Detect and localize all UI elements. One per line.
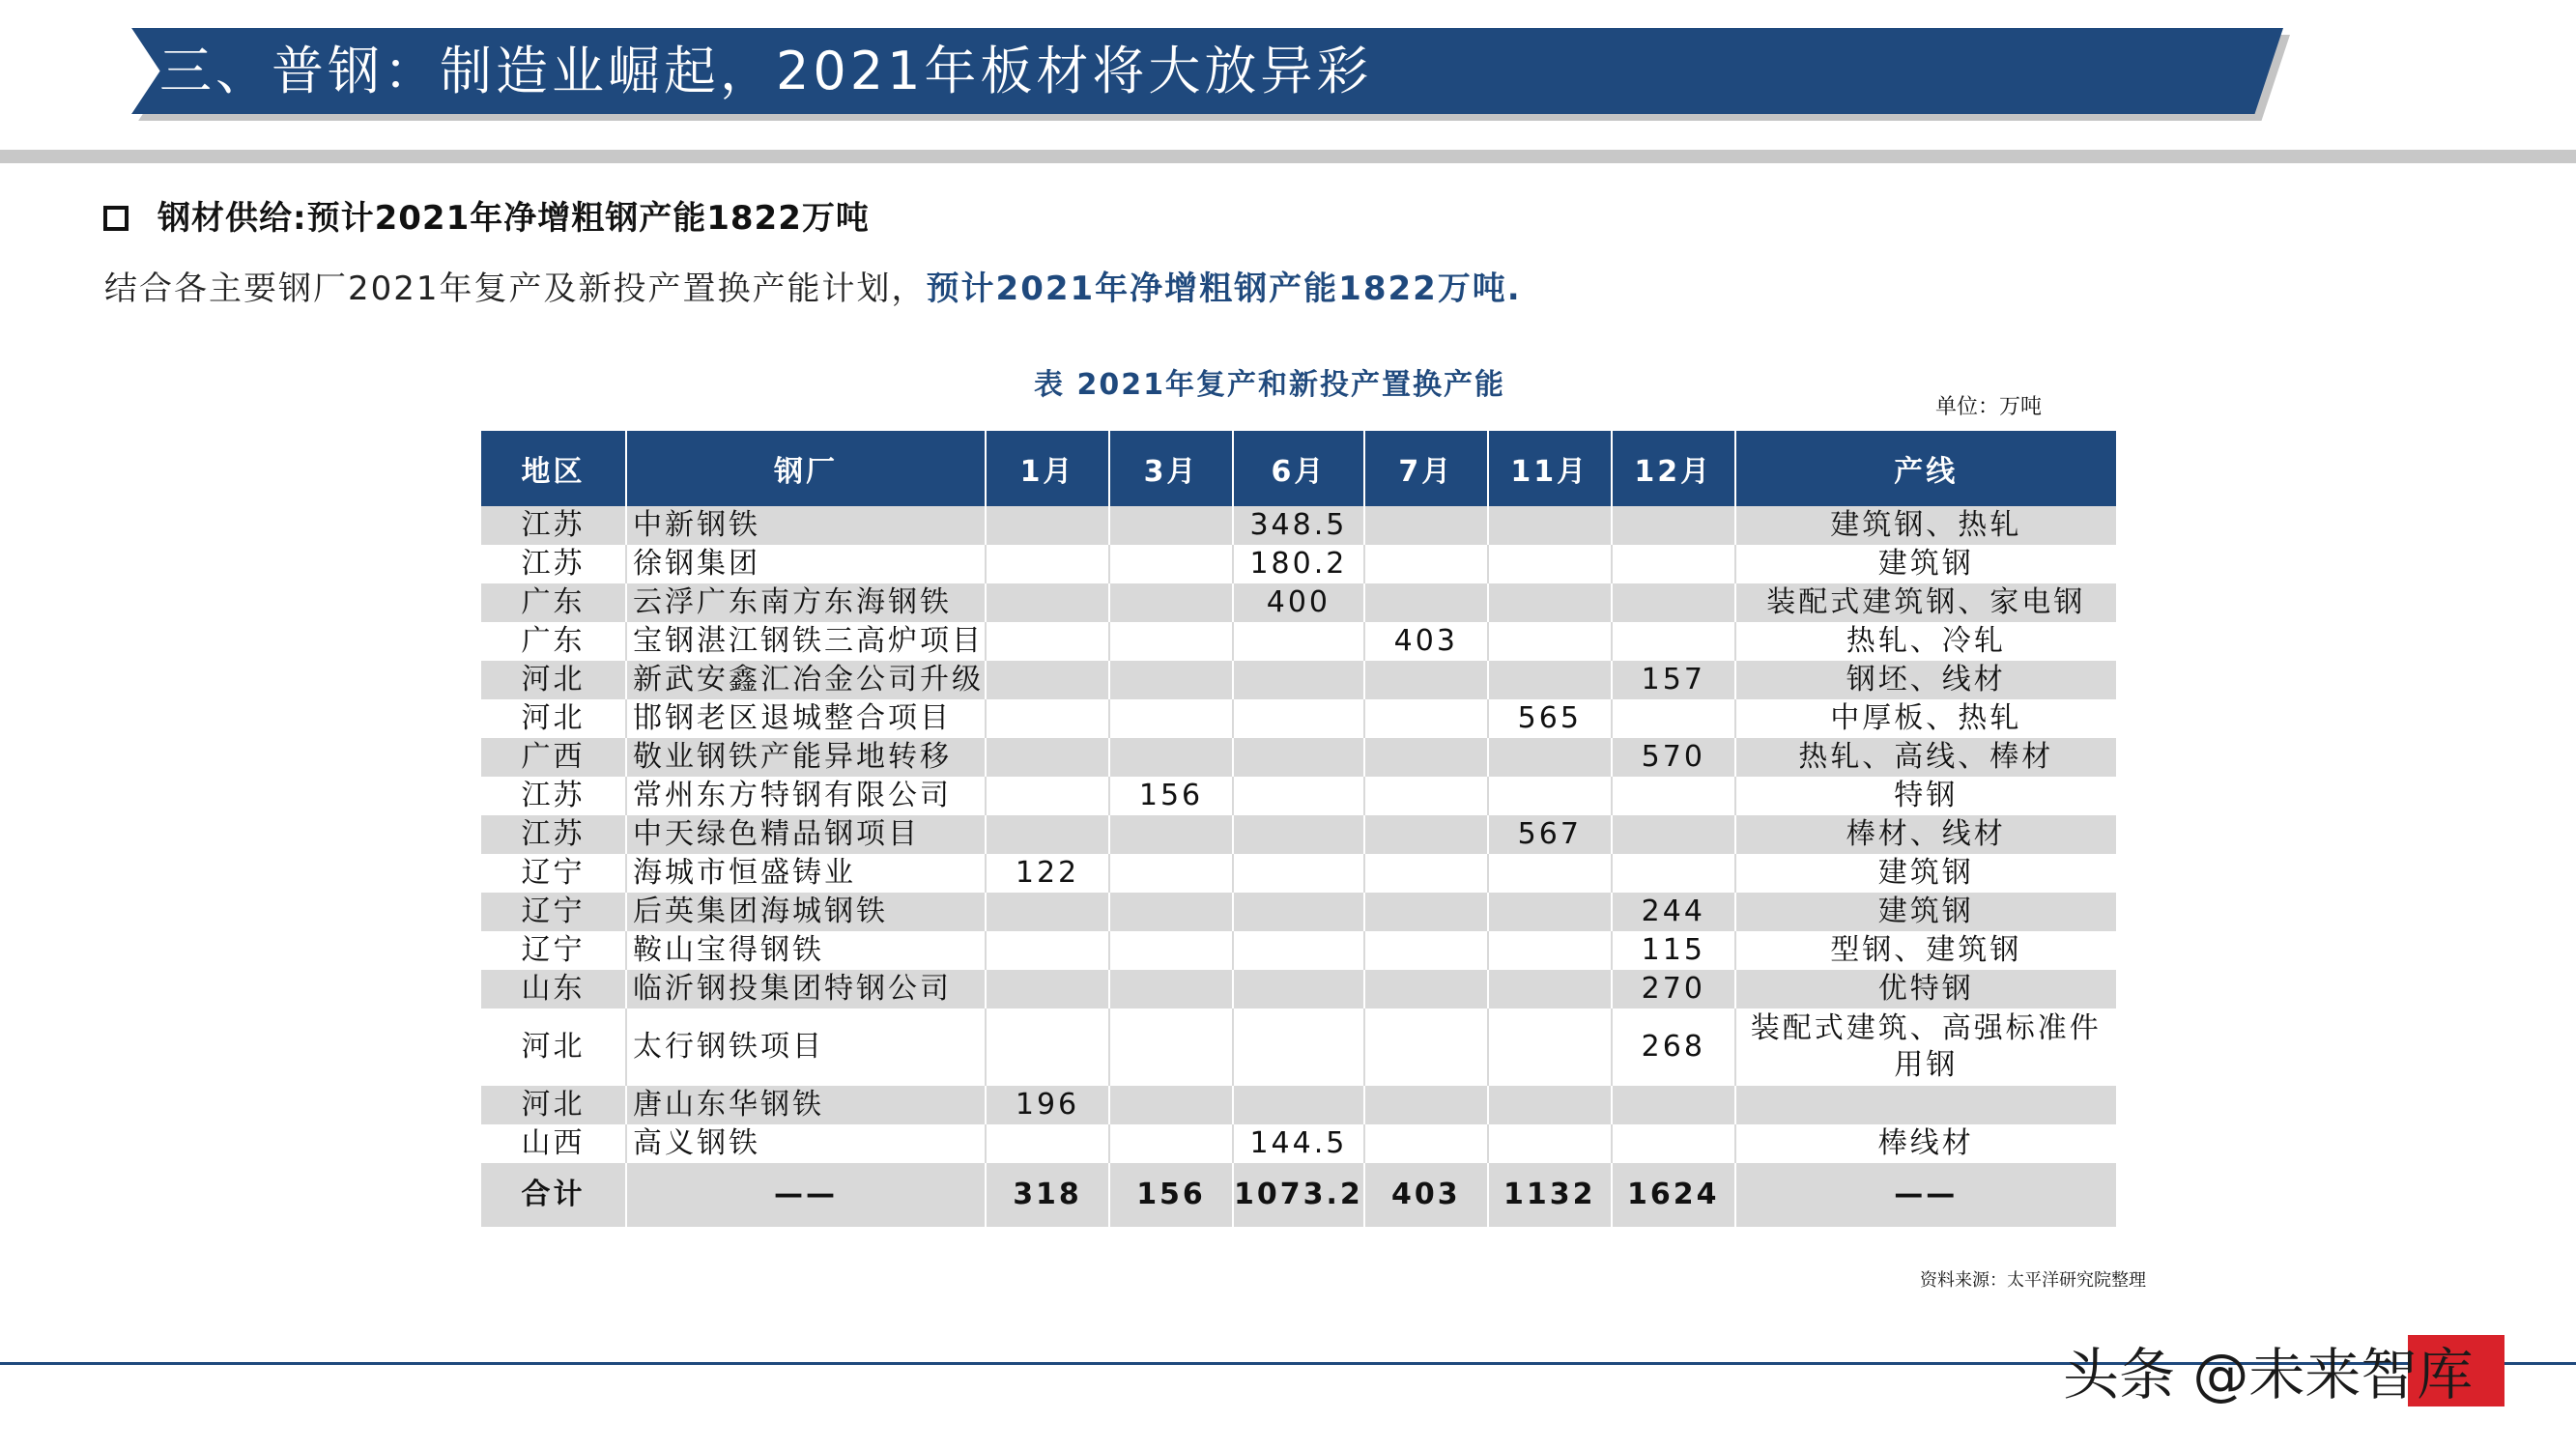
cell-jul — [1364, 583, 1488, 622]
cell-dec: 570 — [1612, 738, 1735, 777]
cell-nov — [1488, 661, 1612, 699]
cell-dec — [1612, 1086, 1735, 1124]
cell-mar — [1109, 1124, 1233, 1163]
cell-region: 山东 — [481, 970, 626, 1009]
cell-jun — [1233, 738, 1364, 777]
table-row — [481, 622, 2116, 661]
col-header-jun: 6月 — [1233, 431, 1364, 506]
cell-dec — [1612, 545, 1735, 583]
cell-plant: 徐钢集团 — [626, 545, 986, 583]
col-header-jul: 7月 — [1364, 431, 1488, 506]
cell-nov — [1488, 854, 1612, 893]
cell-jan — [986, 1009, 1109, 1086]
total-cell-mar: 156 — [1109, 1163, 1233, 1227]
total-cell-jun: 1073.2 — [1233, 1163, 1364, 1227]
square-bullet-icon — [103, 206, 129, 231]
cell-region: 辽宁 — [481, 854, 626, 893]
cell-jun — [1233, 1009, 1364, 1086]
cell-dec — [1612, 1124, 1735, 1163]
cell-dec — [1612, 622, 1735, 661]
table-row — [481, 931, 2116, 970]
summary-highlight: 预计2021年净增粗钢产能1822万吨. — [926, 270, 1522, 308]
cell-mar — [1109, 931, 1233, 970]
cell-product-line: 钢坯、线材 — [1735, 661, 2116, 699]
cell-plant: 中天绿色精品钢项目 — [626, 815, 986, 854]
cell-mar — [1109, 583, 1233, 622]
watermark-text: 头条 @未来智库 — [2063, 1342, 2474, 1407]
cell-jul — [1364, 545, 1488, 583]
cell-product-line: 装配式建筑钢、家电钢 — [1735, 583, 2116, 622]
cell-product-line: 特钢 — [1735, 777, 2116, 815]
col-header-nov: 11月 — [1488, 431, 1612, 506]
cell-nov — [1488, 1009, 1612, 1086]
cell-plant: 高义钢铁 — [626, 1124, 986, 1163]
cell-product-line: 建筑钢 — [1735, 893, 2116, 931]
cell-nov — [1488, 545, 1612, 583]
cell-jan — [986, 545, 1109, 583]
total-cell-product-line: —— — [1735, 1163, 2116, 1227]
cell-jan: 122 — [986, 854, 1109, 893]
cell-region: 河北 — [481, 1009, 626, 1086]
cell-product-line: 热轧、冷轧 — [1735, 622, 2116, 661]
cell-plant: 临沂钢投集团特钢公司 — [626, 970, 986, 1009]
table-row — [481, 854, 2116, 893]
cell-region: 江苏 — [481, 506, 626, 545]
cell-jul — [1364, 1086, 1488, 1124]
cell-nov — [1488, 1086, 1612, 1124]
cell-dec: 244 — [1612, 893, 1735, 931]
cell-jun — [1233, 970, 1364, 1009]
cell-region: 河北 — [481, 661, 626, 699]
cell-product-line: 装配式建筑、高强标准件用钢 — [1735, 1009, 2116, 1086]
cell-nov — [1488, 1124, 1612, 1163]
cell-product-line — [1735, 1086, 2116, 1124]
table-header-row — [481, 431, 2116, 506]
cell-product-line: 棒线材 — [1735, 1124, 2116, 1163]
cell-jun: 348.5 — [1233, 506, 1364, 545]
col-header-mar: 3月 — [1109, 431, 1233, 506]
cell-plant: 邯钢老区退城整合项目 — [626, 699, 986, 738]
cell-product-line: 建筑钢 — [1735, 854, 2116, 893]
cell-jan: 196 — [986, 1086, 1109, 1124]
cell-plant: 海城市恒盛铸业 — [626, 854, 986, 893]
cell-dec — [1612, 583, 1735, 622]
cell-jan — [986, 893, 1109, 931]
section-heading — [103, 197, 870, 240]
cell-jan — [986, 970, 1109, 1009]
cell-nov: 565 — [1488, 699, 1612, 738]
cell-mar — [1109, 506, 1233, 545]
col-header-region: 地区 — [481, 431, 626, 506]
total-cell-jul: 403 — [1364, 1163, 1488, 1227]
cell-jun: 180.2 — [1233, 545, 1364, 583]
cell-plant: 云浮广东南方东海钢铁 — [626, 583, 986, 622]
cell-jul — [1364, 1009, 1488, 1086]
cell-nov — [1488, 777, 1612, 815]
cell-product-line: 中厚板、热轧 — [1735, 699, 2116, 738]
total-cell-jan: 318 — [986, 1163, 1109, 1227]
cell-jan — [986, 738, 1109, 777]
cell-nov — [1488, 970, 1612, 1009]
cell-plant: 鞍山宝得钢铁 — [626, 931, 986, 970]
table-row — [481, 661, 2116, 699]
cell-jan — [986, 661, 1109, 699]
cell-jan — [986, 506, 1109, 545]
cell-nov — [1488, 622, 1612, 661]
cell-jul — [1364, 1124, 1488, 1163]
table-row — [481, 1086, 2116, 1124]
cell-jul — [1364, 893, 1488, 931]
cell-region: 江苏 — [481, 545, 626, 583]
cell-dec: 270 — [1612, 970, 1735, 1009]
cell-jun: 144.5 — [1233, 1124, 1364, 1163]
cell-jun — [1233, 699, 1364, 738]
cell-mar — [1109, 854, 1233, 893]
cell-region: 辽宁 — [481, 931, 626, 970]
cell-jul — [1364, 854, 1488, 893]
unit-label: 单位：万吨 — [1935, 395, 2043, 419]
cell-jan — [986, 583, 1109, 622]
cell-plant: 后英集团海城钢铁 — [626, 893, 986, 931]
table-row — [481, 699, 2116, 738]
cell-mar: 156 — [1109, 777, 1233, 815]
cell-region: 广东 — [481, 583, 626, 622]
total-cell-nov: 1132 — [1488, 1163, 1612, 1227]
table-row — [481, 545, 2116, 583]
cell-jul — [1364, 506, 1488, 545]
col-header-jan: 1月 — [986, 431, 1109, 506]
header-divider — [0, 150, 2576, 163]
cell-region: 江苏 — [481, 815, 626, 854]
cell-mar — [1109, 1009, 1233, 1086]
cell-jul — [1364, 777, 1488, 815]
table-row — [481, 1009, 2116, 1086]
cell-nov — [1488, 738, 1612, 777]
cell-plant: 宝钢湛江钢铁三高炉项目 — [626, 622, 986, 661]
cell-jun — [1233, 931, 1364, 970]
table-row — [481, 583, 2116, 622]
cell-nov — [1488, 931, 1612, 970]
cell-jul — [1364, 970, 1488, 1009]
cell-jul — [1364, 661, 1488, 699]
cell-region: 广西 — [481, 738, 626, 777]
col-header-plant: 钢厂 — [626, 431, 986, 506]
watermark — [2063, 1341, 2473, 1408]
cell-mar — [1109, 661, 1233, 699]
cell-jun — [1233, 777, 1364, 815]
cell-dec — [1612, 815, 1735, 854]
cell-jul: 403 — [1364, 622, 1488, 661]
col-header-dec: 12月 — [1612, 431, 1735, 506]
cell-jan — [986, 1124, 1109, 1163]
cell-dec — [1612, 854, 1735, 893]
cell-product-line: 棒材、线材 — [1735, 815, 2116, 854]
table-row — [481, 777, 2116, 815]
cell-plant: 常州东方特钢有限公司 — [626, 777, 986, 815]
cell-nov — [1488, 893, 1612, 931]
total-cell-region: 合计 — [481, 1163, 626, 1227]
cell-plant: 敬业钢铁产能异地转移 — [626, 738, 986, 777]
cell-plant: 唐山东华钢铁 — [626, 1086, 986, 1124]
cell-product-line: 优特钢 — [1735, 970, 2116, 1009]
cell-mar — [1109, 1086, 1233, 1124]
cell-jul — [1364, 738, 1488, 777]
cell-jun: 400 — [1233, 583, 1364, 622]
cell-dec — [1612, 506, 1735, 545]
cell-jan — [986, 777, 1109, 815]
cell-plant: 中新钢铁 — [626, 506, 986, 545]
cell-mar — [1109, 699, 1233, 738]
cell-mar — [1109, 893, 1233, 931]
cell-dec: 268 — [1612, 1009, 1735, 1086]
cell-product-line: 建筑钢、热轧 — [1735, 506, 2116, 545]
cell-nov — [1488, 583, 1612, 622]
cell-jan — [986, 815, 1109, 854]
table-body — [481, 506, 2116, 1227]
cell-jan — [986, 699, 1109, 738]
cell-nov: 567 — [1488, 815, 1612, 854]
cell-region: 江苏 — [481, 777, 626, 815]
total-cell-dec: 1624 — [1612, 1163, 1735, 1227]
table-caption: 表 2021年复产和新投产置换产能 — [1034, 368, 1505, 402]
cell-mar — [1109, 738, 1233, 777]
cell-mar — [1109, 545, 1233, 583]
cell-plant: 新武安鑫汇冶金公司升级 — [626, 661, 986, 699]
summary-text: 结合各主要钢厂2021年复产及新投产置换产能计划， — [104, 270, 927, 308]
cell-region: 辽宁 — [481, 893, 626, 931]
section-heading-text: 钢材供给:预计2021年净增粗钢产能1822万吨 — [157, 199, 870, 238]
cell-mar — [1109, 622, 1233, 661]
table-row — [481, 970, 2116, 1009]
source-note: 资料来源：太平洋研究院整理 — [1920, 1270, 2146, 1291]
cell-product-line: 建筑钢 — [1735, 545, 2116, 583]
cell-product-line: 型钢、建筑钢 — [1735, 931, 2116, 970]
cell-dec — [1612, 699, 1735, 738]
cell-region: 广东 — [481, 622, 626, 661]
cell-region: 山西 — [481, 1124, 626, 1163]
cell-jun — [1233, 815, 1364, 854]
cell-jul — [1364, 815, 1488, 854]
table-row — [481, 893, 2116, 931]
cell-jan — [986, 622, 1109, 661]
cell-jul — [1364, 699, 1488, 738]
summary-paragraph — [104, 267, 1522, 311]
cell-jun — [1233, 661, 1364, 699]
cell-product-line: 热轧、高线、棒材 — [1735, 738, 2116, 777]
table-row — [481, 738, 2116, 777]
capacity-table — [481, 431, 2116, 1227]
col-header-product-line: 产线 — [1735, 431, 2116, 506]
cell-jan — [986, 931, 1109, 970]
cell-jun — [1233, 622, 1364, 661]
cell-plant: 太行钢铁项目 — [626, 1009, 986, 1086]
cell-region: 河北 — [481, 699, 626, 738]
cell-dec: 115 — [1612, 931, 1735, 970]
table-total-row — [481, 1163, 2116, 1227]
table-row — [481, 506, 2116, 545]
table-row — [481, 1124, 2116, 1163]
cell-mar — [1109, 970, 1233, 1009]
cell-region: 河北 — [481, 1086, 626, 1124]
total-cell-plant: —— — [626, 1163, 986, 1227]
cell-dec — [1612, 777, 1735, 815]
cell-jun — [1233, 1086, 1364, 1124]
cell-nov — [1488, 506, 1612, 545]
page-title: 三、普钢：制造业崛起，2021年板材将大放异彩 — [159, 41, 1373, 101]
cell-mar — [1109, 815, 1233, 854]
table-row — [481, 815, 2116, 854]
cell-dec: 157 — [1612, 661, 1735, 699]
cell-jul — [1364, 931, 1488, 970]
cell-jun — [1233, 854, 1364, 893]
cell-jun — [1233, 893, 1364, 931]
